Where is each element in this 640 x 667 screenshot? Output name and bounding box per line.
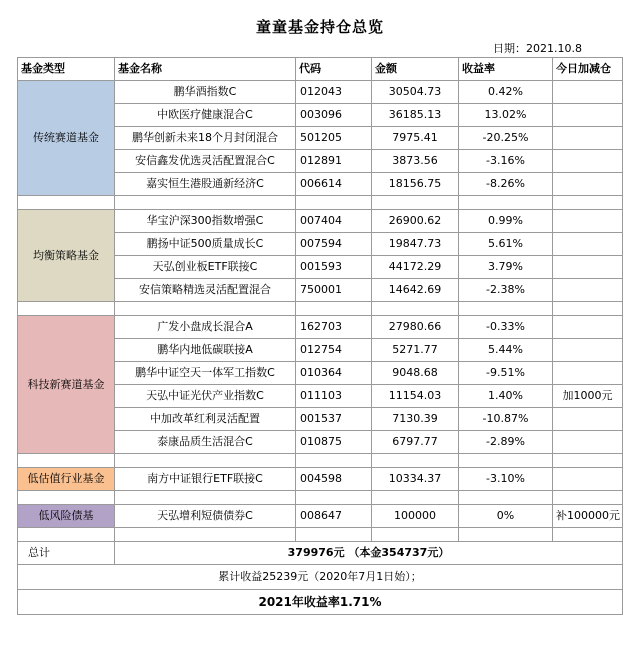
fund-category-cell: 低估值行业基金 — [18, 468, 115, 491]
spacer-cell — [115, 196, 296, 210]
fund-return-cell: -8.26% — [459, 173, 553, 196]
fund-action-cell: 补100000元 — [553, 505, 623, 528]
fund-action-cell — [553, 256, 623, 279]
fund-code-cell: 007594 — [296, 233, 372, 256]
spacer-cell — [372, 491, 459, 505]
table-row — [18, 210, 623, 233]
spacer-row — [18, 302, 623, 316]
fund-category-cell: 传统赛道基金 — [18, 81, 115, 196]
fund-amount-cell: 10334.37 — [372, 468, 459, 491]
fund-action-cell — [553, 210, 623, 233]
spacer-cell — [459, 196, 553, 210]
fund-name-cell: 中欧医疗健康混合C — [115, 104, 296, 127]
fund-name-cell: 泰康品质生活混合C — [115, 431, 296, 454]
fund-return-cell: -2.38% — [459, 279, 553, 302]
spacer-cell — [372, 528, 459, 542]
spacer-cell — [296, 196, 372, 210]
header-amount: 金额 — [372, 58, 459, 81]
spacer-cell — [296, 528, 372, 542]
fund-amount-cell: 18156.75 — [372, 173, 459, 196]
total-row — [18, 542, 623, 565]
year-return-row — [18, 590, 623, 615]
fund-code-cell: 010875 — [296, 431, 372, 454]
spacer-cell — [553, 491, 623, 505]
fund-name-cell: 鹏扬中证500质量成长C — [115, 233, 296, 256]
fund-code-cell: 007404 — [296, 210, 372, 233]
fund-name-cell: 鹏华创新未来18个月封闭混合 — [115, 127, 296, 150]
fund-action-cell — [553, 233, 623, 256]
fund-amount-cell: 26900.62 — [372, 210, 459, 233]
fund-category-cell: 科技新赛道基金 — [18, 316, 115, 454]
header-row — [18, 58, 623, 81]
fund-name-cell: 鹏华中证空天一体军工指数C — [115, 362, 296, 385]
fund-return-cell: 0.99% — [459, 210, 553, 233]
table-row — [18, 468, 623, 491]
fund-code-cell: 010364 — [296, 362, 372, 385]
fund-amount-cell: 30504.73 — [372, 81, 459, 104]
fund-code-cell: 001537 — [296, 408, 372, 431]
fund-action-cell: 加1000元 — [553, 385, 623, 408]
spacer-cell — [18, 528, 115, 542]
fund-action-cell — [553, 81, 623, 104]
table-row — [18, 81, 623, 104]
fund-name-cell: 南方中证银行ETF联接C — [115, 468, 296, 491]
fund-name-cell: 天弘创业板ETF联接C — [115, 256, 296, 279]
fund-amount-cell: 27980.66 — [372, 316, 459, 339]
spacer-row — [18, 454, 623, 468]
fund-name-cell: 安信鑫发优选灵活配置混合C — [115, 150, 296, 173]
fund-return-cell: 1.40% — [459, 385, 553, 408]
fund-return-cell: -9.51% — [459, 362, 553, 385]
fund-action-cell — [553, 150, 623, 173]
fund-name-cell: 华宝沪深300指数增强C — [115, 210, 296, 233]
fund-name-cell: 鹏华酒指数C — [115, 81, 296, 104]
spacer-cell — [372, 302, 459, 316]
fund-category-cell: 均衡策略基金 — [18, 210, 115, 302]
year-return-note: 2021年收益率1.71% — [18, 590, 623, 615]
fund-code-cell: 012043 — [296, 81, 372, 104]
fund-amount-cell: 9048.68 — [372, 362, 459, 385]
fund-amount-cell: 100000 — [372, 505, 459, 528]
spacer-cell — [459, 454, 553, 468]
header-return: 收益率 — [459, 58, 553, 81]
fund-code-cell: 004598 — [296, 468, 372, 491]
table-row — [18, 316, 623, 339]
fund-return-cell: -10.87% — [459, 408, 553, 431]
fund-action-cell — [553, 316, 623, 339]
spacer-row — [18, 491, 623, 505]
fund-amount-cell: 11154.03 — [372, 385, 459, 408]
spacer-row — [18, 528, 623, 542]
spacer-cell — [459, 302, 553, 316]
spacer-cell — [553, 302, 623, 316]
spacer-cell — [18, 302, 115, 316]
fund-name-cell: 中加改革红利灵活配置 — [115, 408, 296, 431]
fund-amount-cell: 5271.77 — [372, 339, 459, 362]
fund-action-cell — [553, 408, 623, 431]
fund-return-cell: -0.33% — [459, 316, 553, 339]
fund-code-cell: 162703 — [296, 316, 372, 339]
fund-amount-cell: 6797.77 — [372, 431, 459, 454]
fund-action-cell — [553, 279, 623, 302]
fund-amount-cell: 44172.29 — [372, 256, 459, 279]
page-title: 童童基金持仓总览 — [255, 18, 384, 36]
header-code: 代码 — [296, 58, 372, 81]
spacer-cell — [553, 528, 623, 542]
fund-action-cell — [553, 104, 623, 127]
fund-action-cell — [553, 127, 623, 150]
fund-return-cell: 3.79% — [459, 256, 553, 279]
spacer-cell — [115, 302, 296, 316]
fund-return-cell: 5.61% — [459, 233, 553, 256]
spacer-cell — [296, 491, 372, 505]
fund-code-cell: 012891 — [296, 150, 372, 173]
fund-amount-cell: 3873.56 — [372, 150, 459, 173]
spacer-cell — [296, 454, 372, 468]
fund-action-cell — [553, 362, 623, 385]
total-label: 总计 — [18, 542, 115, 565]
fund-action-cell — [553, 339, 623, 362]
fund-amount-cell: 7975.41 — [372, 127, 459, 150]
report-date: 日期：2021.10.8 — [493, 42, 582, 55]
spacer-cell — [115, 454, 296, 468]
spacer-cell — [115, 491, 296, 505]
spacer-cell — [115, 528, 296, 542]
fund-code-cell: 012754 — [296, 339, 372, 362]
spacer-cell — [553, 196, 623, 210]
spacer-cell — [553, 454, 623, 468]
spacer-cell — [296, 302, 372, 316]
fund-code-cell: 008647 — [296, 505, 372, 528]
fund-code-cell: 003096 — [296, 104, 372, 127]
fund-name-cell: 安信策略精选灵活配置混合 — [115, 279, 296, 302]
table-row — [18, 505, 623, 528]
fund-return-cell: 0% — [459, 505, 553, 528]
fund-name-cell: 天弘中证光伏产业指数C — [115, 385, 296, 408]
header-action: 今日加减仓 — [553, 58, 623, 81]
spacer-cell — [18, 454, 115, 468]
fund-code-cell: 501205 — [296, 127, 372, 150]
fund-name-cell: 天弘增利短债债券C — [115, 505, 296, 528]
fund-code-cell: 011103 — [296, 385, 372, 408]
fund-return-cell: -2.89% — [459, 431, 553, 454]
fund-amount-cell: 19847.73 — [372, 233, 459, 256]
spacer-cell — [372, 196, 459, 210]
table-body — [18, 81, 623, 615]
holdings-table — [17, 57, 623, 615]
fund-action-cell — [553, 173, 623, 196]
fund-code-cell: 001593 — [296, 256, 372, 279]
fund-amount-cell: 14642.69 — [372, 279, 459, 302]
fund-action-cell — [553, 468, 623, 491]
fund-code-cell: 006614 — [296, 173, 372, 196]
fund-amount-cell: 7130.39 — [372, 408, 459, 431]
fund-name-cell: 嘉实恒生港股通新经济C — [115, 173, 296, 196]
fund-return-cell: 0.42% — [459, 81, 553, 104]
fund-name-cell: 鹏华内地低碳联接A — [115, 339, 296, 362]
fund-return-cell: -3.10% — [459, 468, 553, 491]
fund-name-cell: 广发小盘成长混合A — [115, 316, 296, 339]
fund-code-cell: 750001 — [296, 279, 372, 302]
fund-action-cell — [553, 431, 623, 454]
header-category: 基金类型 — [18, 58, 115, 81]
fund-return-cell: -3.16% — [459, 150, 553, 173]
spacer-row — [18, 196, 623, 210]
spacer-cell — [372, 454, 459, 468]
fund-amount-cell: 36185.13 — [372, 104, 459, 127]
fund-category-cell: 低风险债基 — [18, 505, 115, 528]
spacer-cell — [459, 491, 553, 505]
header-fund-name: 基金名称 — [115, 58, 296, 81]
fund-return-cell: 13.02% — [459, 104, 553, 127]
spacer-cell — [18, 491, 115, 505]
cumulative-note: 累计收益25239元（2020年7月1日始）； — [18, 565, 623, 590]
fund-return-cell: -20.25% — [459, 127, 553, 150]
cumulative-row — [18, 565, 623, 590]
spacer-cell — [459, 528, 553, 542]
fund-return-cell: 5.44% — [459, 339, 553, 362]
total-value: 379976元 （本金354737元） — [115, 542, 623, 565]
spacer-cell — [18, 196, 115, 210]
